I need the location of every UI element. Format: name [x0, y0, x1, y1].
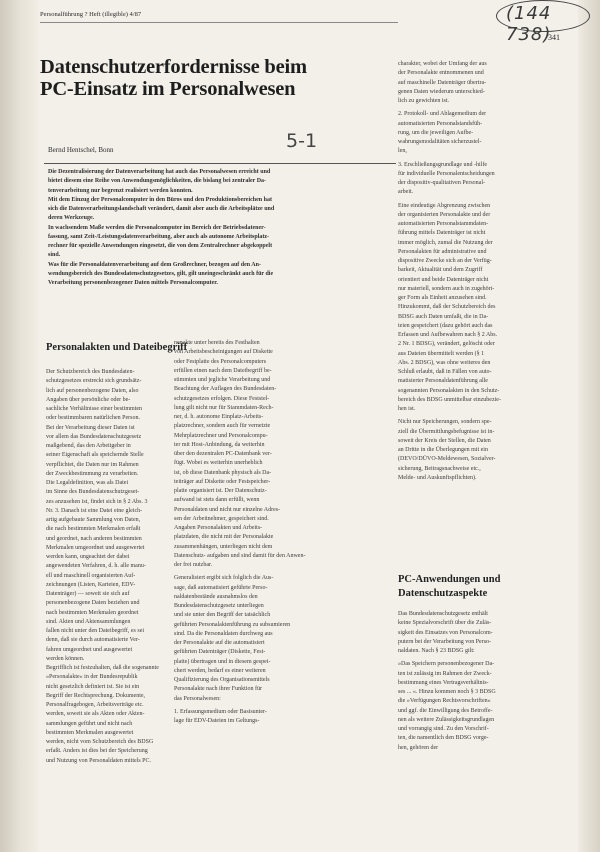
text-line: fügt. Wobei es weiterhin unerheblich [174, 460, 263, 467]
text-line: rechner für spezielle Anwendungen eingesetzt, die von dem Zentralrechner abgekoppelt [48, 243, 273, 249]
text-line: sachliche Verhältnisse einer bestimmten [46, 406, 143, 412]
text-line: ses ... «. Hinzu kommen noch § 3 BDSG [398, 689, 496, 695]
text-line: hen ist. [398, 406, 416, 412]
text-line: die »Verfügungen Rechtsvorschriften« [398, 698, 491, 705]
text-line: putern bei der Verarbeitung von Perso- [398, 638, 492, 645]
text-line: soweit der Kreis der Stellen, die Daten [398, 437, 491, 444]
text-line: genen Daten wiederum unterschied- [398, 88, 485, 95]
text-line: der organisierten Personalakte und der [398, 211, 491, 218]
text-line: sich die Datenverarbeitungslandschaft verändert, damit aber auch die Arbeitsplätze und [48, 206, 275, 212]
text-line: schutzgesetzes erfolgen. Diese Feststel- [174, 395, 270, 402]
text-line: lung gilt nicht nur für Stammdaten-Rech- [174, 404, 274, 411]
text-line: platzrechner, sondern auch für vernetzte [174, 423, 271, 430]
text-line: nen als weitere Zulässigkeitsgrundlagen [398, 716, 495, 723]
text-line: die nach bestimmten Merkmalen erfaßt [46, 526, 141, 533]
section-heading-pc-anwendungen-2: Datenschutzaspekte [398, 588, 488, 599]
text-line: Hinzukommt, daß der Schutzbereich des [398, 304, 496, 311]
text-line: nach bestimmten Merkmalen geordnet [46, 609, 139, 616]
text-line: der dispositiv-qualitativen Personal- [398, 180, 485, 186]
text-line: zusammenhängen, unterliegen nicht dem [174, 543, 273, 550]
text-line: orientiert und beide Datenträger nicht [398, 276, 489, 283]
text-line: Nicht nur Speicherungen, sondern spe- [398, 419, 492, 426]
right-page-edge [578, 0, 600, 852]
text-line: ten, die namentlich den BDSG vorge- [398, 735, 489, 742]
text-line: Nr. 3. Danach ist eine Datei eine gleich- [46, 507, 143, 514]
text-line: bietet diesem eine Reihe von Anwendungsmöglichkeiten, die bislang bei zentraler Da- [48, 178, 267, 185]
text-line: lage für EDV-Dateien im Geltungs- [174, 718, 260, 724]
text-line: Die Legaldefinition, was als Datei [46, 480, 129, 486]
text-line: nur materiell, sondern auch in zugehöri- [398, 285, 495, 292]
text-line: sind. Da die Personaldaten durchweg aus [174, 630, 273, 637]
text-line: keine Spezialvorschrift über die Zuläs- [398, 620, 492, 627]
text-line: Was für die Personaldatenverarbeitung auf dem Großrechner, bezogen auf den An- [48, 261, 261, 268]
section-heading-pc-anwendungen-1: PC-Anwendungen und [398, 574, 501, 585]
text-line: lich zu gewichten ist. [398, 98, 449, 104]
text-line: artig aufgebaute Sammlung von Daten, [46, 517, 141, 523]
text-line: und ggf. die Einwilligung des Betroffe- [398, 707, 493, 714]
text-line: Angaben über persönliche oder be- [46, 396, 131, 403]
text-line: Personalakte nach ihrer Funktion für [174, 686, 262, 693]
handwritten-mark: 5-1 [286, 130, 318, 152]
text-line: bereich des BDSG unmittelbar einzubezie- [398, 396, 501, 403]
text-line: zes anzusehen ist, findet sich in § 2 Abs. 3 [46, 498, 148, 505]
text-line: arbeit. [398, 189, 414, 196]
header-rule [40, 22, 398, 23]
text-line: führung mittels Datenträger ist nicht [398, 230, 486, 237]
text-line: Beachtung der Auflagen des Bundesdaten- [174, 386, 277, 393]
text-line: für individuelle Personalentscheidungen [398, 170, 495, 177]
text-line: verpflichtet, die Daten nur im Rahmen [46, 461, 139, 468]
text-line: 2 Nr. 1 BDSG), verändert, gelöscht oder [398, 341, 495, 348]
text-line: und Nutzung von Personaldaten mittels PC. [46, 757, 151, 764]
text-line: denn, daß sie durch automatisierte Ver- [46, 637, 140, 644]
text-line: stimmten und jegliche Verarbeitung und [174, 377, 271, 383]
text-line: Personalakten für administrative und [398, 248, 487, 255]
text-line: und geordnet, nach anderen bestimmten [46, 535, 142, 542]
text-line: angewendeten Verfahren, d. h. alle manu- [46, 563, 146, 570]
text-line: ten ist zulässig im Rahmen der Zweck- [398, 670, 492, 677]
text-line: Der Schutzbereich des Bundesdaten- [46, 369, 135, 375]
text-line: aus Dateien übermittelt werden (§ 1 [398, 350, 485, 357]
text-line: der Personalakte auf die automatisiert [174, 640, 265, 646]
text-line: sicherung, Beitragsnachweise etc., [398, 465, 481, 472]
text-line: aufwand ist stets dann erfüllt, wenn [174, 497, 260, 504]
text-line: hen, gehören der [398, 744, 439, 751]
text-line: automatisierten Personalstandsfüh- [398, 120, 483, 127]
text-line: platte organisiert ist. Der Datenschutz- [174, 488, 267, 494]
text-line: teien gespeichert (dazu gehört auch das [398, 322, 493, 329]
journal-header: Personalführung ? Heft (illegible) 4/87 [40, 11, 142, 18]
text-line: nenakte unter bereits des Festhalten [174, 340, 260, 346]
text-line: bestimmung eines Vertragsverhältnis- [398, 679, 489, 686]
section-heading-personalakten: Personalakten und Dateibegriff [46, 342, 188, 353]
text-line: wendungsbereich des Bundesdatenschutzgesetzes, gilt, gilt uneingeschränkt auch für die [48, 270, 274, 277]
text-line: naldatenbestände ausnahmslos den [174, 593, 258, 600]
text-line: ist, ob diese Datenbank physisch als Da- [174, 469, 272, 476]
text-line: das Personalwesen: [174, 695, 221, 702]
text-line: und vorrangig sind. Zu den Vorschrif- [398, 726, 489, 732]
text-line: Mehrplatzrechner und Personalcompu- [174, 432, 268, 439]
text-line: Das Bundesdatenschutzgesetz enthält [398, 611, 488, 617]
text-line: werden kann, ungeachtet der dabei [46, 554, 130, 560]
text-line: immer möglich, zumal die Nutzung der [398, 239, 493, 246]
text-line: naldaten. Nach § 23 BDSG gilt: [398, 648, 475, 654]
text-line: ell und maschinell organisierten Auf- [46, 572, 136, 579]
text-line: Eine eindeutige Abgrenzung zwischen [398, 202, 491, 209]
text-line: 1. Erfassungsmedium oder Basisunter- [174, 708, 267, 715]
text-line: platzdaten, die nicht mit der Personalakte [174, 534, 274, 541]
text-line: sogenannten Personalakten in den Schutz- [398, 387, 500, 394]
text-line: der Zweckbestimmung zu verarbeiten. [46, 470, 139, 477]
text-line: nicht gesetzlich definiert ist. Sie ist ein [46, 683, 140, 690]
archive-stamp: (144 738) [506, 3, 552, 45]
text-line: geführten Personalaktenführung zu subsumieren [174, 621, 291, 628]
text-line: vor allem das Bundesdatenschutzgesetz [46, 433, 142, 440]
text-line: (DEVO/DÜVO-Meldewesen, Sozialver- [398, 456, 496, 463]
text-column-1 [46, 368, 164, 766]
text-line: Personalfragebogen, Arbeitsverträge etc. [46, 702, 144, 708]
text-line: Datenträger) — soweit sie sich auf [46, 591, 130, 597]
text-line: zeichnungen (Listen, Karteien, EDV- [46, 581, 136, 588]
text-line: sen der Arbeitnehmer, gespeichert sind. [174, 515, 269, 522]
text-line: sigkeit des Einsatzes von Personalcom- [398, 629, 493, 636]
left-page-edge [0, 0, 38, 852]
text-line: In wachsendem Maße werden die Personalcomputer im Bereich der Betriebsdatener- [48, 224, 266, 231]
text-line: deren Werkzeuge. [48, 215, 95, 222]
text-line: auf maschinelle Datenträger übertra- [398, 79, 487, 86]
text-line: Bei der Verarbeitung dieser Daten ist [46, 424, 135, 431]
text-line: barkeit, Aktualität und dem Zugriff [398, 267, 483, 274]
text-line: tenverarbeitung nur begrenzt realisiert werden konnten. [48, 187, 193, 194]
text-line: 2. Protokoll- und Ablagemedium der [398, 111, 487, 118]
text-line: automatisierten Personalstammdaten- [398, 221, 489, 227]
text-line: ger Form als Einheit anzusehen sind. [398, 295, 487, 301]
text-line: oder Festplatte des Personalcomputers [174, 358, 267, 365]
text-line: ter mit Host-Anbindung, da weiterhin [174, 441, 265, 448]
text-line: ziell die Übermittlungsbefugnisse ist in- [398, 428, 495, 435]
article-title-line-1: Datenschutzerfordernisse beim [40, 56, 307, 78]
text-line: Qualifizierung des Organisationsmittels [174, 677, 270, 683]
lead-top-rule [44, 163, 396, 164]
text-line: Begriff der Rechtsprechung. Dokumente, [46, 692, 146, 699]
page-number: 341 [548, 33, 560, 42]
text-line: Datenschutz- aufgaben und sind damit für den Anwen- [174, 552, 306, 559]
text-line: Melde- und Auskunftspflichten). [398, 474, 477, 481]
text-line: maßgebend, das den Arbeitgeber in [46, 443, 131, 449]
text-line: schutzgesetzes erstreckt sich grundsätz- [46, 378, 142, 385]
text-column-2 [174, 339, 306, 726]
text-line: rung, um die jeweiligen Aufbe- [398, 129, 474, 136]
text-line: chert werden, bedarf es einer weiteren [174, 667, 266, 674]
text-line: erfüllen einen nach dem Dateibegriff be- [174, 367, 272, 374]
text-line: Begrifflich ist festzuhalten, daß die sogenannte [46, 665, 159, 671]
text-line: Angaben Personalakten und Arbeits- [174, 525, 263, 531]
text-line: sind. [48, 252, 61, 259]
text-line: oder bestimmbaren natürlichen Person. [46, 415, 140, 422]
text-line: Erfassen und Aufbewahren nach § 2 Abs. [398, 332, 498, 338]
text-column-3-bottom [398, 610, 540, 753]
text-line: lich auf personenbezogene Daten, also [46, 387, 139, 394]
text-line: Mit dem Einzug der Personalcomputer in den Büros und den Produktionsbereichen hat [48, 196, 272, 203]
text-line: »Personalakte« in der Bundesrepublik [46, 674, 138, 681]
text-line: Abs. 2 BDSG), was ohne weiteres den [398, 359, 491, 366]
text-line: Verarbeitung personenbezogener Daten mittels Personalcomputer. [48, 280, 218, 286]
text-line: teiträger auf Diskette oder Festspeicher- [174, 478, 271, 485]
text-line: werden, nicht vom Schutzbereich des BDSG [46, 739, 154, 745]
text-line: fahren umgeordnet und ausgewertet [46, 646, 133, 653]
text-line: ner, d. h. autonome Einplatz-Arbeits- [174, 414, 264, 420]
text-line: »Das Speichern personenbezogener Da- [398, 661, 495, 668]
text-line: seiner Eigenschaft als speichernde Stelle [46, 452, 144, 459]
text-column-3-top [398, 60, 540, 483]
text-line: von Arbeitsbescheinigungen auf Diskette [174, 349, 273, 356]
text-line: erfaßt. Anders ist dies bei der Speicherung [46, 748, 148, 755]
text-line: werden können. [46, 655, 85, 662]
text-line: 3. Erschließungsgrundlage und -hilfe [398, 161, 487, 168]
text-line: dispositive Zwecke sich an der Verfüg- [398, 258, 492, 264]
author-byline: Bernd Hentschel, Bonn [48, 146, 114, 154]
text-line: platte) übertragen und in diesem gespei- [174, 658, 271, 665]
text-line: Die Dezentralisierung der Datenverarbeitung hat auch das Personalwesen erreicht und [48, 169, 271, 175]
lead-paragraph [48, 168, 392, 288]
text-line: charakter, wobei der Umfang der aus [398, 61, 487, 67]
text-line: werden, soweit sie als Akten oder Akten- [46, 711, 145, 718]
text-line: fallen nicht unter den Dateibegriff, es sei [46, 628, 145, 634]
text-line: Personaldaten und nicht nur einzelne Adres- [174, 506, 281, 513]
text-line: an Dritte in die Überlegungen mit ein [398, 447, 488, 453]
text-line: Generalisiert ergibt sich folglich die Aus- [174, 575, 274, 582]
text-line: der frei nutzbar. [174, 562, 213, 568]
article-title-line-2: PC-Einsatz im Personalwesen [40, 78, 296, 100]
text-line: BDSG auch Daten umfaßt, die in Da- [398, 313, 489, 320]
text-line: über den dezentralen PC-Datenbank ver- [174, 451, 272, 457]
text-line: wahrungsmodalitäten sicherzustel- [398, 139, 482, 145]
text-line: sind. Akten und Aktensammlungen [46, 618, 131, 625]
text-line: fassung, samt Zeit-/Leistungsdatenverarbeitung, aber auch als autonome Arbeitsplatz- [48, 233, 270, 240]
text-line: matisierter Personaldatenführung alle [398, 378, 488, 385]
text-line: bestimmten Merkmalen ausgewertet [46, 729, 134, 736]
text-line: personenbezogene Daten beziehen und [46, 600, 140, 607]
text-line: Bundesdatenschutzgesetz unterliegen [174, 603, 264, 609]
text-line: der Personalakte entnommenen und [398, 70, 484, 77]
text-line: und sie unter den Begriff der tatsächlich [174, 612, 271, 619]
text-line: im Sinne des Bundesdatenschutzgeset- [46, 489, 140, 496]
text-line: geführten Datenträger (Diskette, Fest- [174, 649, 266, 656]
text-line: sammlungen geführt und nicht nach [46, 720, 133, 727]
text-line: Schluß erlaubt, daß in Fällen von auto- [398, 369, 492, 375]
text-line: sage, daß automatisiert geführte Perso- [174, 584, 268, 591]
text-line: Merkmalen umgeordnet und ausgewertet [46, 544, 145, 551]
text-line: len, [398, 148, 407, 155]
